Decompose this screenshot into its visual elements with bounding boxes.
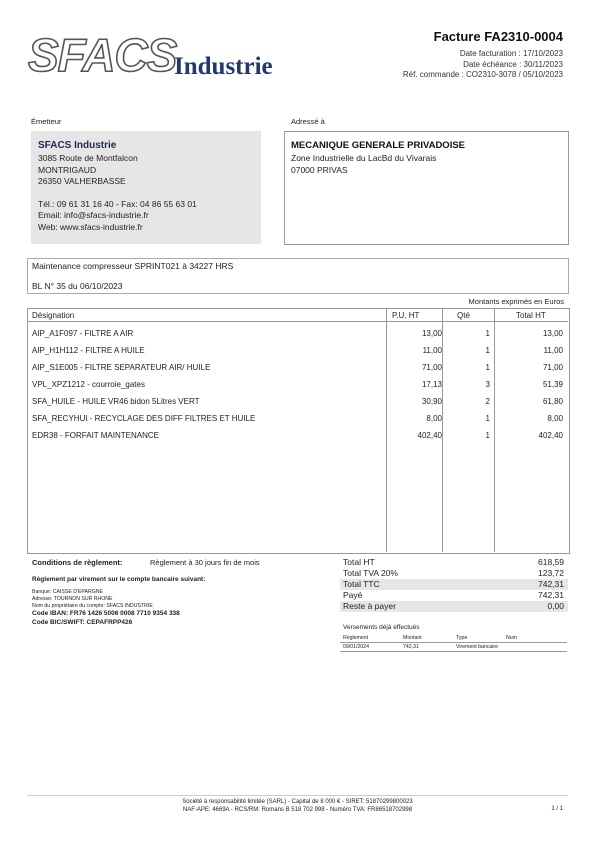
row-unit-price: 30,90 [421,397,442,406]
header-total: Total HT [516,311,546,320]
order-reference: Réf. commande : CO2310-3078 / 05/10/2023 [402,70,563,79]
table-row [27,346,568,363]
table-row [27,414,568,431]
payments-done-header [340,634,567,643]
invoice-meta [403,49,563,81]
row-unit-price: 402,40 [417,431,442,440]
footer-legal-line2: NAF-APE: 4669A - RCS/RM: Romans B 518 702 998 - Numéro TVA: FR86518702998 [182,807,413,813]
recipient-address-line: 07000 PRIVAS [291,164,348,175]
total-label: Reste à payer [343,601,396,611]
payments-header-amount: Montant [403,635,422,641]
issuer-address-line: 26350 VALHERBASSE [38,176,126,186]
payment-row [340,643,567,652]
issuer-phone: Tél.: 09 61 31 16 40 - Fax: 04 86 55 63 01 [38,198,197,209]
payment-terms-value: Règlement à 30 jours fin de mois [150,558,260,567]
bank-transfer-label: Règlement par virement sur le compte bancaire suivant: [32,576,206,583]
payment-type: Virement bancaire [456,644,499,650]
row-designation: AIP_S1E005 - FILTRE SEPARATEUR AIR/ HUILE [32,363,211,372]
header-quantity: Qté [457,311,470,320]
payments-done-title: Versements déjà effectués [343,624,420,631]
row-unit-price: 17,13 [421,380,442,389]
row-total: 11,00 [543,346,563,355]
payments-header-num: Num [506,635,517,641]
payment-terms-label: Conditions de règlement: [32,558,123,567]
total-value: 742,31 [538,579,564,589]
table-row [27,431,568,448]
row-quantity: 1 [485,329,490,338]
header-unit-price: P.U. HT [392,311,420,320]
issuer-name: SFACS Industrie [38,140,117,151]
total-value: 618,59 [538,557,564,567]
row-quantity: 3 [485,380,490,389]
row-total: 61,80 [542,397,563,406]
issuer-email: Email: info@sfacs-industrie.fr [38,210,149,220]
total-row [340,557,568,568]
total-value: 0,00 [547,601,564,611]
row-unit-price: 13,00 [421,329,442,338]
logo-sfacs-text: SFACS [28,29,177,81]
row-designation: AIP_H1H112 - FILTRE A HUILE [32,346,145,355]
bank-address: Adresse: TOURNON SUR RHONE [32,596,113,602]
row-quantity: 1 [485,414,490,423]
row-designation: SFA_RECYHUI - RECYCLAGE DES DIFF FILTRES ET HUILE [32,414,256,423]
table-row [27,380,568,397]
invoice-title: Facture FA2310-0004 [433,29,563,44]
row-designation: VPL_XPZ1212 - courroie_gates [32,380,145,389]
page-number: 1 / 1 [551,806,563,812]
total-value: 123,72 [538,568,564,578]
logo-industrie-text: Industrie [174,53,273,80]
row-total: 13,00 [542,329,563,338]
bank-name: Banque: CAISSE D'EPARGNE [32,589,103,595]
recipient-name: MECANIQUE GENERALE PRIVADOISE [291,140,466,151]
company-logo [28,30,288,82]
row-total: 71,00 [542,363,563,372]
footer-legal-line1: Société à responsabilité limitée (SARL) - Capital de 8 000 € - SIRET: 51870299800023 [182,799,413,805]
total-value: 742,31 [538,590,564,600]
row-designation: AIP_A1F097 - FILTRE A AIR [32,329,134,338]
row-quantity: 1 [485,363,490,372]
recipient-address [291,153,436,176]
invoice-due-date: Date échéance : 30/11/2023 [463,59,563,69]
issuer-website: Web: www.sfacs-industrie.fr [38,221,143,232]
note-delivery: BL N° 35 du 06/10/2023 [32,281,123,291]
header-designation: Désignation [32,311,75,320]
total-label: Total HT [343,557,375,567]
total-row [340,601,568,612]
invoice-date: Date facturation : 17/10/2023 [459,49,563,58]
row-quantity: 1 [485,346,490,355]
issuer-label: Émetteur [31,117,62,126]
total-label: Total TVA 20% [343,568,398,578]
issuer-address-line: 3085 Route de Montfalcon [38,153,138,163]
row-total: 51,39 [542,380,563,389]
row-unit-price: 11,00 [422,346,442,355]
total-label: Payé [343,590,363,600]
currency-note: Montants exprimés en Euros [468,297,564,306]
row-designation: EDR38 - FORFAIT MAINTENANCE [32,431,159,440]
row-unit-price: 8,00 [426,414,442,423]
total-row [340,579,568,590]
row-quantity: 2 [485,397,490,406]
recipient-address-line: Zone Industrielle du LacBd du Vivarais [291,153,437,163]
total-row [340,590,568,601]
items-table-header [27,308,568,322]
payments-header-date: Règlement [343,635,369,641]
row-designation: SFA_HUILE - HUILE VR46 bidon 5Litres VERT [32,397,200,406]
table-row [27,397,568,414]
issuer-address [38,153,197,233]
total-row [340,568,568,579]
row-quantity: 1 [485,431,490,440]
row-total: 8,00 [547,414,563,423]
row-total: 402,40 [538,431,563,440]
bank-details [32,589,180,627]
footer-divider [27,795,568,796]
bic-swift: Code BIC/SWIFT: CEPAFRPP426 [32,618,133,626]
totals-block [340,557,568,612]
account-owner: Nom du propriétaire du compte: SFACS INDUSTRIE [32,603,153,609]
table-row [27,363,568,380]
note-maintenance: Maintenance compresseur SPRINT021 à 34227 HRS [32,261,234,271]
payment-date: 09/01/2024 [343,644,369,650]
issuer-address-line: MONTRIGAUD [38,164,97,175]
table-row [27,329,568,346]
row-unit-price: 71,00 [421,363,442,372]
payment-amount: 742,31 [403,644,419,650]
iban: Code IBAN: FR76 1426 5006 0008 7710 9354 338 [32,610,180,617]
payments-header-type: Type [456,635,468,641]
total-label: Total TTC [343,579,380,589]
recipient-label: Adressé à [291,117,325,126]
